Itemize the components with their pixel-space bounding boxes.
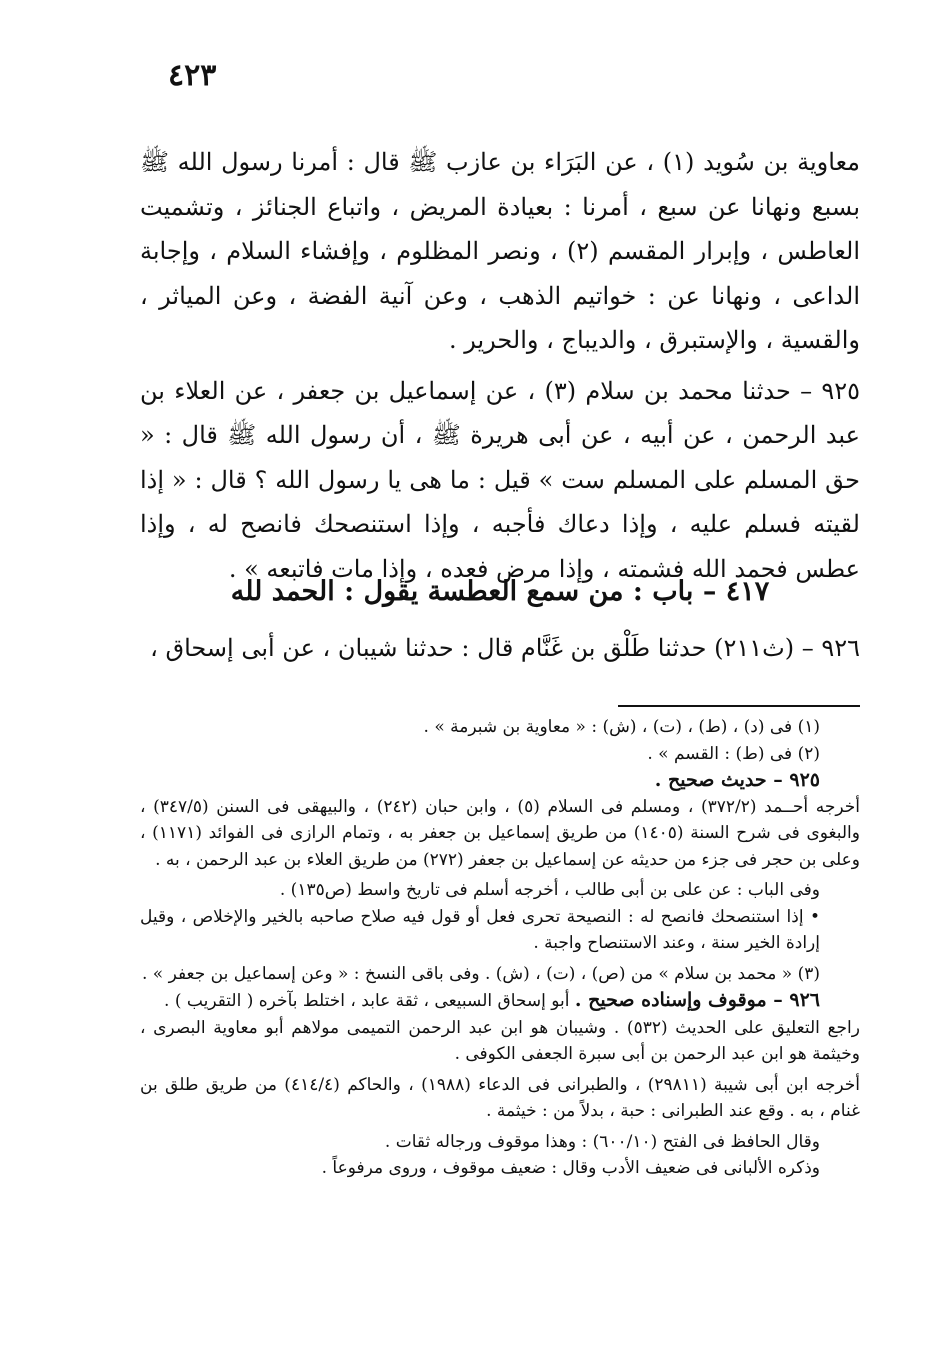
footnote-2: (٢) فى (ط) : القسم » . xyxy=(647,743,820,764)
page-number: ٤٢٣ xyxy=(168,58,217,93)
paragraph-continuation: معاوية بن سُويد (١) ، عن البَرَاء بن عازب ﷺ قال : أمرنا رسول الله ﷺ بسبع ونهانا عن سبع ، أمرنا : بعيادة المريض ، واتباع الجنائز ، وتشميت العاطس ، وإبرار المقسم (٢) ، ونصر المظلوم ، وإفشاء السلام ، وإجابة الداعى ، ونهانا عن : خواتيم الذهب ، وعن آنية الفضة ، وعن المياثر ، والقسية ، والإستبرق ، والديباج ، والحرير . xyxy=(140,148,861,354)
hadith-926-albani: وذكره الألبانى فى ضعيف الأدب وقال : ضعيف موقوف ، وروى مرفوعاً . xyxy=(321,1158,820,1178)
hadith-925-paragraph: ٩٢٥ – حدثنا محمد بن سلام (٣) ، عن إسماعيل بن جعفر ، عن العلاء بن عبد الرحمن ، عن أبيه ، عن أبى هريرة ﷺ ، أن رسول الله ﷺ قال : « حق المسلم على المسلم ست » قيل : ما هى يا رسول الله ؟ قال : « إذا لقيته فسلم عليه ، وإذا دعاك فأجبه ، وإذا استنصحك فانصح له ، وإذا عطس فحمد الله فشمته ، وإذا مرض فعده ، وإذا مات فاتبعه » . xyxy=(140,376,860,583)
footnote-1: (١) فى (د) ، (ط) ، (ت) ، (ش) : « معاوية بن شبرمة » . xyxy=(423,717,820,737)
footnotes-section xyxy=(140,714,860,1182)
hadith-926-takhrij: أخرجه ابن أبى شيبة (٢٩٨١١) ، والطبرانى فى الدعاء (١٩٨٨) ، والحاكم (٤١٤/٤) من طريق طلق بن غنام ، به . وقع عند الطبرانى : حبة ، بدلاً من : خيثمة . xyxy=(140,1074,860,1121)
main-text xyxy=(140,140,860,591)
footnote-3: (٣) « محمد بن سلام » من (ص) ، (ت) ، (ش) . وفى باقى النسخ : « وعن إسماعيل بن جعفر » . xyxy=(141,963,820,984)
footnote-separator xyxy=(618,705,860,707)
hadith-925-grade: ٩٢٥ – حديث صحيح . xyxy=(654,769,820,791)
hadith-926-rijal: راجع التعليق على الحديث (٥٣٢) . وشيبان هو ابن عبد الرحمن التميمى مولاهم أبو معاوية البصرى ، وخيثمة هو ابن عبد الرحمن بن أبى سبرة الجعفى الكوفى . xyxy=(140,1017,860,1064)
hadith-926-grade: ٩٢٦ – موقوف وإسناده صحيح . xyxy=(574,989,820,1011)
hadith-926-hafiz: وقال الحافظ فى الفتح (٦٠٠/١٠) : وهذا موقوف ورجاله ثقات . xyxy=(384,1131,820,1152)
hadith-925-takhrij: أخرجه أحــمد (٣٧٢/٢) ، ومسلم فى السلام (٥) ، وابن حبان (٢٤٢) ، والبيهقى فى السنن (٣٤٧/٥) ، والبغوى فى شرح السنة (١٤٠٥) من طريق إسماعيل بن جعفر به ، وتمام الرازى فى الفوائد (١١٧١) ، وعلى بن حجر فى جزء من حديثه عن إسماعيل بن جعفر (٢٧٢) من طريق العلاء بن عبد الرحمن ، به . xyxy=(140,796,860,870)
chapter-heading: ٤١٧ – باب : من سمع العطسة يقول : الحمد لله xyxy=(230,576,770,607)
hadith-926-grade-line xyxy=(140,987,860,1015)
hadith-926-grade-note: أبو إسحاق السبيعى ، ثقة عابد ، اختلط بآخره ( التقريب ) . xyxy=(164,991,575,1011)
hadith-925-sharh: • إذا استنصحك فانصح له : النصيحة تحرى فعل أو قول فيه صلاح صاحبه بالخير والإخلاص ، وقيل إرادة الخير سنة ، وعند الاستنصاح واجبة . xyxy=(140,906,820,953)
hadith-926-paragraph: ٩٢٦ – (ث٢١١) حدثنا طَلْق بن غَنَّام قال : حدثنا شيبان ، عن أبى إسحاق ، xyxy=(150,634,860,662)
hadith-925-bab: وفى الباب : عن على بن أبى طالب ، أخرجه أسلم فى تاريخ واسط (ص١٣٥) . xyxy=(279,880,820,900)
